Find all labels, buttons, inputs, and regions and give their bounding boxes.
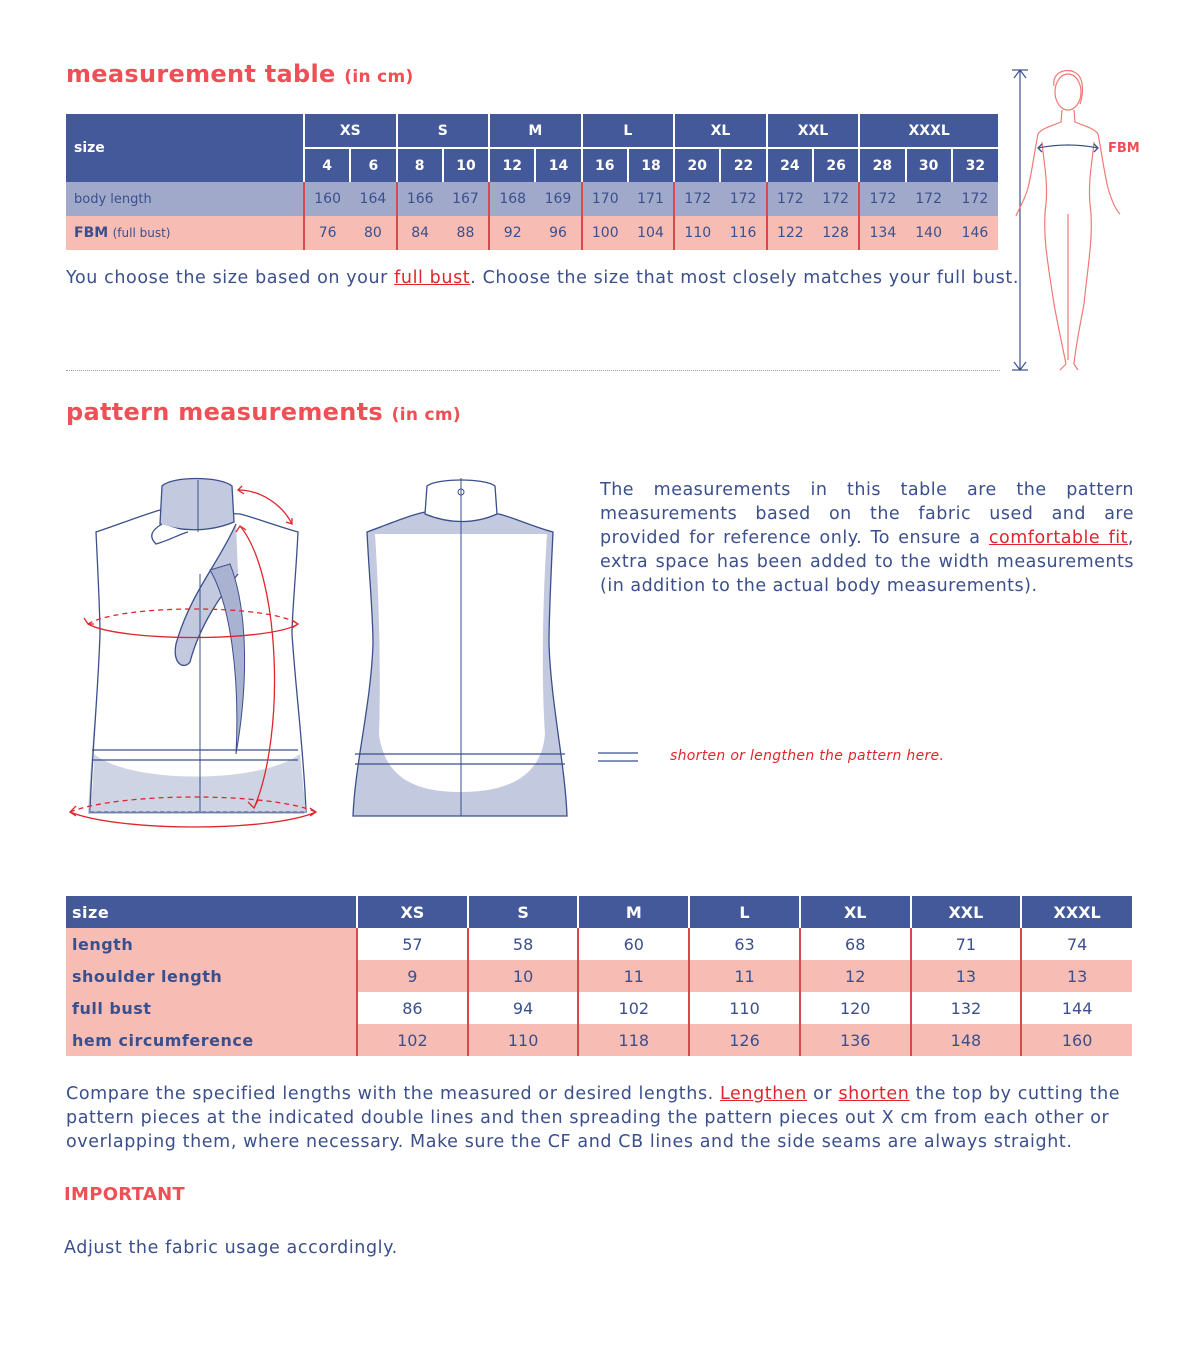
pattern-row-label: length [66,928,357,960]
bust-arrow [1038,144,1098,152]
pattern-value-cell: 58 [468,928,579,960]
pattern-value-cell: 13 [1021,960,1132,992]
size-group-xl: XL [674,114,767,148]
size-number-cell: 24 [767,148,813,182]
body-length-cell: 168 [489,182,535,216]
fbm-cell: 110 [674,216,720,250]
fbm-cell: 116 [720,216,766,250]
size-number-cell: 6 [350,148,396,182]
body-figure-illustration [1004,64,1154,380]
desc-text-before: The measurements in this table are the pattern measurements based on the fabric used and are provided for reference only. To ensure a [600,480,1134,548]
lengthen-shorten-note [66,1082,1134,1154]
body-length-cell: 171 [628,182,674,216]
pattern-value-cell: 63 [689,928,800,960]
pattern-size-xl: XL [800,896,911,928]
fbm-label-sub: (full bust) [112,226,171,240]
body-length-cell: 172 [767,182,813,216]
size-group-xxl: XXL [767,114,860,148]
size-group-xs: XS [304,114,397,148]
pattern-size-s: S [468,896,579,928]
pattern-value-cell: 57 [357,928,468,960]
woman-silhouette [1016,71,1120,370]
pattern-measurements-title: pattern measurements [66,398,383,426]
pattern-value-cell: 68 [800,928,911,960]
measurement-table-unit: (in cm) [344,67,414,87]
body-length-cell: 169 [535,182,581,216]
pattern-value-cell: 110 [689,992,800,1024]
fbm-cell: 80 [350,216,396,250]
size-number-cell: 32 [952,148,998,182]
size-number-cell: 28 [859,148,905,182]
pattern-size-l: L [689,896,800,928]
pattern-value-cell: 132 [911,992,1022,1024]
fbm-figure-label: FBM [1108,141,1140,156]
body-length-cell: 172 [720,182,766,216]
fbm-label [66,216,304,250]
body-length-cell: 172 [952,182,998,216]
size-group-s: S [397,114,490,148]
pattern-row-label: full bust [66,992,357,1024]
shorten-link[interactable]: shorten [838,1084,910,1104]
fbm-cell: 146 [952,216,998,250]
comfortable-fit-link[interactable]: comfortable fit [988,528,1128,548]
size-number-cell: 20 [674,148,720,182]
measurement-table-title: measurement table [66,60,336,88]
double-line-legend-icon [596,748,640,766]
fbm-cell: 76 [304,216,350,250]
pattern-measurements-unit: (in cm) [391,405,461,425]
fbm-cell: 140 [906,216,952,250]
pattern-value-cell: 120 [800,992,911,1024]
fbm-cell: 122 [767,216,813,250]
pattern-description [600,478,1134,598]
body-length-row [66,182,998,216]
pattern-value-cell: 94 [468,992,579,1024]
pattern-value-cell: 9 [357,960,468,992]
body-length-cell: 160 [304,182,350,216]
pattern-row-label: shoulder length [66,960,357,992]
pattern-row-full-bust [66,992,1132,1024]
size-number-cell: 26 [813,148,859,182]
body-length-cell: 170 [582,182,628,216]
fbm-cell: 92 [489,216,535,250]
pattern-measurement-table [66,896,1132,1056]
pattern-size-header-row [66,896,1132,928]
fbm-label-main: FBM [74,225,109,241]
size-number-cell: 8 [397,148,443,182]
pattern-value-cell: 136 [800,1024,911,1056]
pattern-value-cell: 71 [911,928,1022,960]
body-measurement-table [66,114,998,250]
important-heading: IMPORTANT [64,1184,186,1205]
full-bust-link[interactable]: full bust [394,268,471,288]
pattern-value-cell: 160 [1021,1024,1132,1056]
height-arrow [1012,70,1028,370]
fbm-cell: 96 [535,216,581,250]
measurement-table-heading [66,60,414,88]
body-length-cell: 172 [674,182,720,216]
size-number-cell: 22 [720,148,766,182]
body-length-cell: 166 [397,182,443,216]
pattern-value-cell: 74 [1021,928,1132,960]
size-number-cell: 4 [304,148,350,182]
size-number-cell: 18 [628,148,674,182]
pattern-size-xs: XS [357,896,468,928]
pattern-size-m: M [578,896,689,928]
pattern-value-cell: 126 [689,1024,800,1056]
body-length-label: body length [66,182,304,216]
pattern-value-cell: 144 [1021,992,1132,1024]
pattern-row-length [66,928,1132,960]
pattern-value-cell: 102 [578,992,689,1024]
pattern-value-cell: 11 [689,960,800,992]
pattern-size-xxl: XXL [911,896,1022,928]
pattern-value-cell: 60 [578,928,689,960]
section-divider [66,370,1000,371]
fbm-cell: 88 [443,216,489,250]
pattern-value-cell: 13 [911,960,1022,992]
pattern-row-hem-circumference [66,1024,1132,1056]
body-length-cell: 172 [859,182,905,216]
pattern-value-cell: 86 [357,992,468,1024]
pattern-measurements-heading [66,398,461,426]
pattern-value-cell: 11 [578,960,689,992]
pattern-value-cell: 110 [468,1024,579,1056]
note1-text-after: . Choose the size that most closely matches your full bust. [470,268,1019,288]
size-group-l: L [582,114,675,148]
body-length-cell: 164 [350,182,396,216]
fbm-cell: 128 [813,216,859,250]
pattern-value-cell: 12 [800,960,911,992]
pattern-value-cell: 102 [357,1024,468,1056]
pattern-value-cell: 118 [578,1024,689,1056]
important-text: Adjust the fabric usage accordingly. [64,1238,398,1258]
size-choice-note [66,266,1019,290]
note1-text-before: You choose the size based on your [66,268,395,288]
desc-text-after: , extra space has been added to the width measurements (in addition to the actual body measurements). [600,528,1134,596]
fbm-cell: 100 [582,216,628,250]
fbm-row [66,216,998,250]
fbm-cell: 104 [628,216,674,250]
size-number-cell: 14 [535,148,581,182]
size-number-cell: 10 [443,148,489,182]
body-length-cell: 167 [443,182,489,216]
pattern-size-header: size [66,896,357,928]
size-group-xxxl: XXXL [859,114,998,148]
pattern-row-shoulder-length [66,960,1132,992]
body-length-cell: 172 [906,182,952,216]
size-number-cell: 30 [906,148,952,182]
size-number-cell: 12 [489,148,535,182]
pattern-row-label: hem circumference [66,1024,357,1056]
pattern-size-xxxl: XXXL [1021,896,1132,928]
size-header: size [66,114,304,182]
pattern-value-cell: 10 [468,960,579,992]
back-garment-illustration [345,474,575,830]
lengthen-link[interactable]: Lengthen [719,1084,808,1104]
body-length-cell: 172 [813,182,859,216]
size-number-cell: 16 [582,148,628,182]
note2-text-or: or [807,1084,839,1104]
note2-text-2: the top by cutting the pattern pieces at the indicated double lines and then spreading the pattern pieces out X cm from each other or overlapping them, where necessary. Make sure the CF and CB lines and the side seams are always straight. [66,1084,1121,1152]
pattern-value-cell: 148 [911,1024,1022,1056]
note2-text-1: Compare the specified lengths with the measured or desired lengths. [66,1084,720,1104]
legend-text: shorten or lengthen the pattern here. [670,748,945,764]
fbm-cell: 134 [859,216,905,250]
front-garment-illustration [60,474,330,834]
size-group-m: M [489,114,582,148]
fbm-cell: 84 [397,216,443,250]
